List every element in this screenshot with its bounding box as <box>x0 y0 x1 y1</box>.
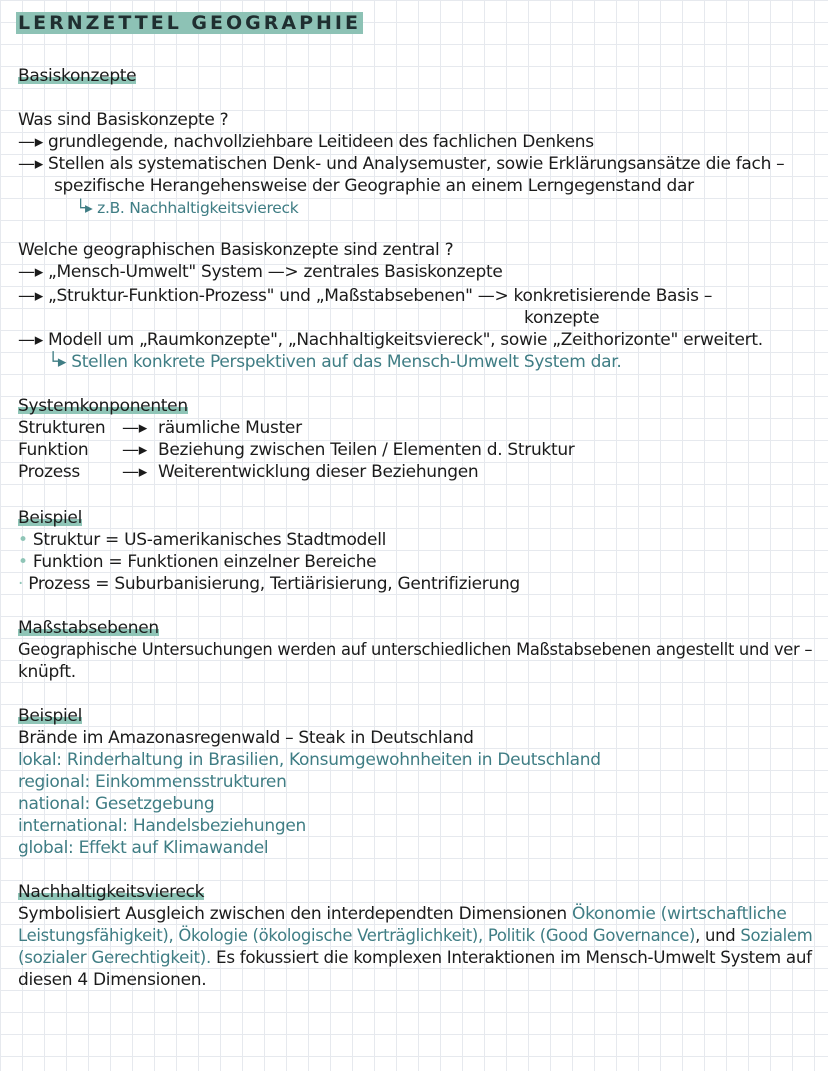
example-line: └▸ z.B. Nachhaltigkeitsviereck <box>76 199 299 217</box>
scale-item: global: Effekt auf Klimawandel <box>18 838 269 858</box>
scale-item: international: Handelsbeziehungen <box>18 816 306 836</box>
section-heading-basiskonzepte: Basiskonzepte <box>18 66 137 86</box>
paragraph-line: (sozialer Gerechtigkeit). Es fokussiert die komplexen Interaktionen im Mensch-Umwelt System auf <box>18 948 812 968</box>
bullet-icon: · <box>18 574 29 594</box>
section-heading-massstabsebenen: Maßstabsebenen <box>18 618 159 638</box>
system-desc: räumliche Muster <box>158 418 302 438</box>
arrow-icon: —▸ <box>122 418 147 438</box>
system-desc: Weiterentwicklung dieser Beziehungen <box>158 462 479 482</box>
list-item: • Funktion = Funktionen einzelner Bereiche <box>18 552 377 572</box>
question-was-sind: Was sind Basiskonzepte ? <box>18 110 229 130</box>
question-welche: Welche geographischen Basiskonzepte sind zentral ? <box>18 240 454 260</box>
section-heading-systemkomponenten: Systemkonponenten <box>18 396 188 416</box>
answer-line: —▸ Modell um „Raumkonzepte", „Nachhaltigkeitsviereck", sowie „Zeithorizonte" erweitert. <box>18 330 763 350</box>
answer-line: —▸ Stellen als systematischen Denk- und Analysemuster, sowie Erklärungsansätze die fach – <box>18 154 785 174</box>
page-title: LERNZETTEL GEOGRAPHIE <box>18 12 361 34</box>
bullet-icon: • <box>18 552 33 572</box>
system-term: Funktion <box>18 440 89 460</box>
system-desc: Beziehung zwischen Teilen / Elementen d. Struktur <box>158 440 575 460</box>
answer-line: konzepte <box>524 308 600 328</box>
paragraph-line: diesen 4 Dimensionen. <box>18 970 207 990</box>
section-heading-nachhaltigkeitsviereck: Nachhaltigkeitsviereck <box>18 882 205 902</box>
answer-line: —▸ „Mensch-Umwelt" System —> zentrales Basiskonzepte <box>18 262 503 282</box>
list-item: • Struktur = US-amerikanisches Stadtmodell <box>18 530 387 550</box>
example-title: Brände im Amazonasregenwald – Steak in Deutschland <box>18 728 474 748</box>
note-line: └▸ Stellen konkrete Perspektiven auf das Mensch-Umwelt System dar. <box>48 352 622 372</box>
answer-line: —▸ grundlegende, nachvollziehbare Leitideen des fachlichen Denkens <box>18 132 594 152</box>
paragraph-line: Leistungsfähigkeit), Ökologie (ökologische Verträglichkeit), Politik (Good Governance), und Sozialem <box>18 926 813 946</box>
scale-item: national: Gesetzgebung <box>18 794 215 814</box>
paragraph-line: Symbolisiert Ausgleich zwischen den interdependten Dimensionen Ökonomie (wirtschaftliche <box>18 904 787 924</box>
answer-line: —▸ „Struktur-Funktion-Prozess" und „Maßstabsebenen" —> konkretisierende Basis – <box>18 286 713 306</box>
bullet-icon: • <box>18 530 33 550</box>
section-heading-beispiel: Beispiel <box>18 508 82 528</box>
paragraph-line: knüpft. <box>18 662 76 682</box>
arrow-icon: —▸ <box>122 440 147 460</box>
system-term: Strukturen <box>18 418 106 438</box>
system-term: Prozess <box>18 462 80 482</box>
scale-item: regional: Einkommensstrukturen <box>18 772 287 792</box>
list-item: · Prozess = Suburbanisierung, Tertiärisierung, Gentrifizierung <box>18 574 520 594</box>
scale-item: lokal: Rinderhaltung in Brasilien, Konsumgewohnheiten in Deutschland <box>18 750 601 770</box>
answer-line: spezifische Herangehensweise der Geographie an einem Lerngegenstand dar <box>54 176 694 196</box>
section-heading-beispiel: Beispiel <box>18 706 82 726</box>
paragraph-line: Geographische Untersuchungen werden auf unterschiedlichen Maßstabsebenen angestellt und ver – <box>18 640 813 660</box>
arrow-icon: —▸ <box>122 462 147 482</box>
